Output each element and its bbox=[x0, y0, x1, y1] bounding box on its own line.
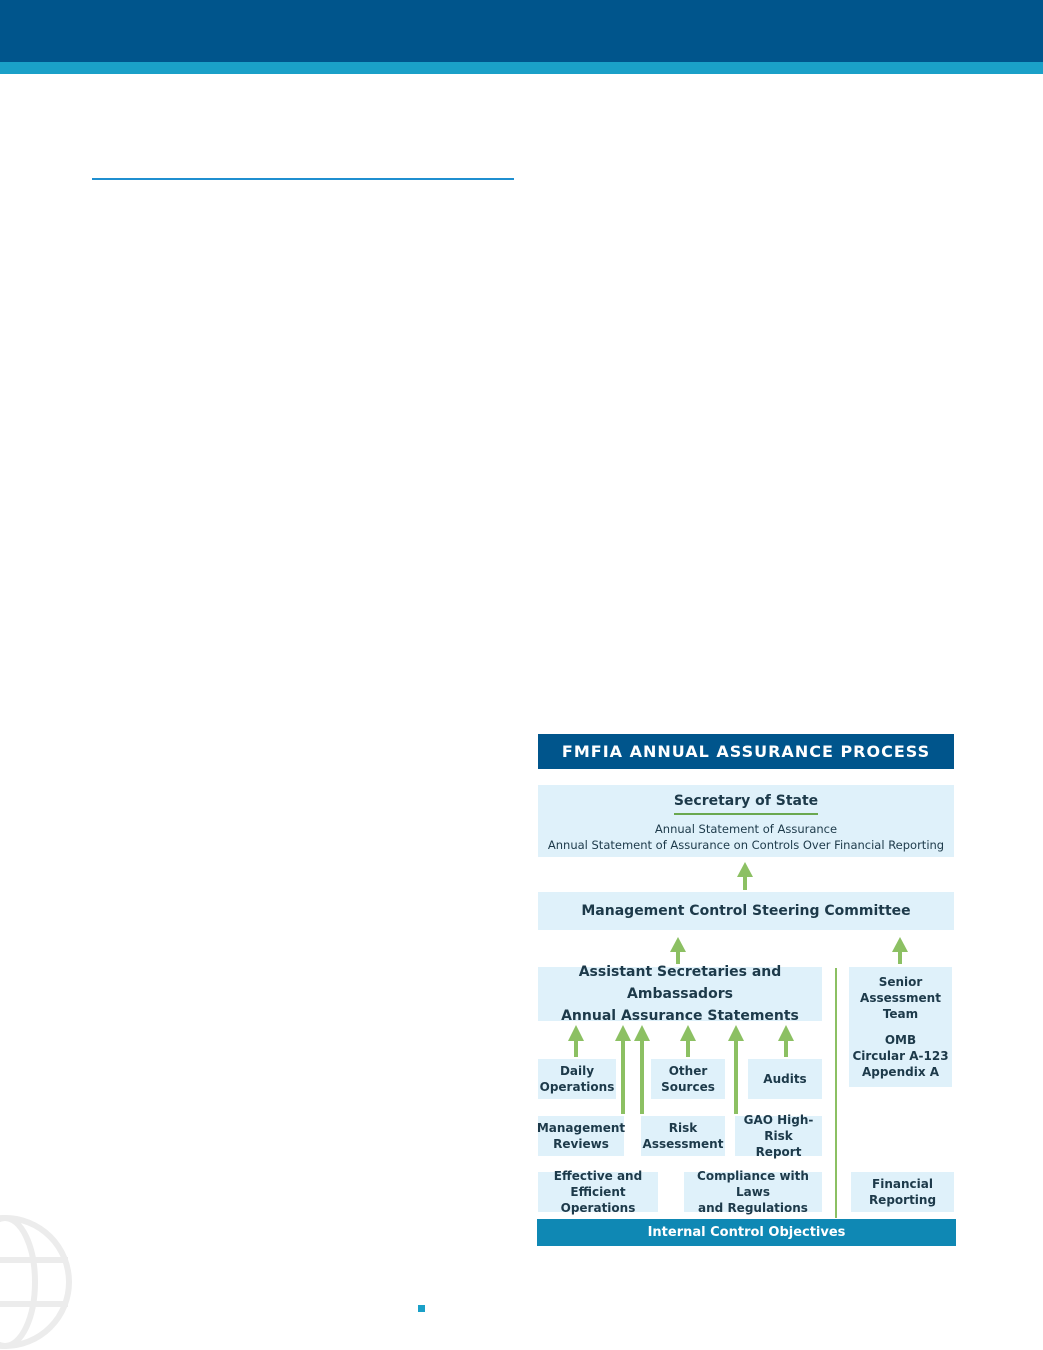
senior-line-3: Team bbox=[882, 1007, 919, 1021]
effective-line-1: Effective and bbox=[553, 1169, 643, 1183]
secretary-line-1: Annual Statement of Assurance bbox=[654, 821, 838, 836]
steering-committee-label: Management Control Steering Committee bbox=[581, 903, 911, 919]
gao-line-2: Report bbox=[755, 1145, 802, 1159]
up-arrow-to-steering-right bbox=[892, 937, 908, 964]
senior-line-5: Circular A-123 bbox=[852, 1049, 949, 1063]
page-marker-square bbox=[418, 1305, 425, 1312]
assistant-line-2: Annual Assurance Statements bbox=[561, 1008, 799, 1024]
senior-line-2: Assessment bbox=[860, 991, 941, 1005]
compliance-line-1: Compliance with Laws bbox=[697, 1169, 809, 1199]
daily-line-1: Daily bbox=[559, 1064, 595, 1078]
mgmt-line-2: Reviews bbox=[553, 1137, 609, 1151]
risk-line-2: Assessment bbox=[642, 1137, 724, 1151]
senior-line-4: OMB bbox=[884, 1033, 917, 1047]
assistant-line-1: Assistant Secretaries and Ambassadors bbox=[578, 964, 782, 1002]
other-line-2: Sources bbox=[661, 1080, 715, 1094]
up-arrow-management bbox=[615, 1025, 631, 1114]
financial-line-2: Reporting bbox=[868, 1193, 937, 1207]
internal-control-objectives-bar: Internal Control Objectives bbox=[537, 1219, 956, 1246]
risk-line-1: Risk bbox=[668, 1121, 698, 1135]
up-arrow-other bbox=[680, 1025, 696, 1057]
up-arrow-gao bbox=[728, 1025, 744, 1114]
up-arrow-risk bbox=[634, 1025, 650, 1114]
compliance-line-2: and Regulations bbox=[698, 1201, 808, 1215]
audits-label: Audits bbox=[763, 1072, 807, 1086]
up-arrow-audits bbox=[778, 1025, 794, 1057]
up-arrow-daily bbox=[568, 1025, 584, 1057]
daily-line-2: Operations bbox=[539, 1080, 615, 1094]
financial-line-1: Financial bbox=[872, 1177, 933, 1191]
secretary-heading: Secretary of State bbox=[674, 790, 818, 815]
senior-line-6: Appendix A bbox=[861, 1065, 940, 1079]
effective-line-2: Efficient Operations bbox=[560, 1185, 636, 1215]
senior-line-1: Senior bbox=[878, 975, 923, 989]
secretary-line-2: Annual Statement of Assurance on Controls Over Financial Reporting bbox=[547, 837, 945, 852]
other-line-1: Other bbox=[668, 1064, 708, 1078]
mgmt-line-1: Management bbox=[536, 1121, 626, 1135]
diagram-title: FMFIA ANNUAL ASSURANCE PROCESS bbox=[538, 734, 954, 769]
gao-line-1: GAO High-Risk bbox=[743, 1113, 814, 1143]
up-arrow-to-secretary bbox=[737, 862, 753, 890]
up-arrow-to-steering-left bbox=[670, 937, 686, 964]
